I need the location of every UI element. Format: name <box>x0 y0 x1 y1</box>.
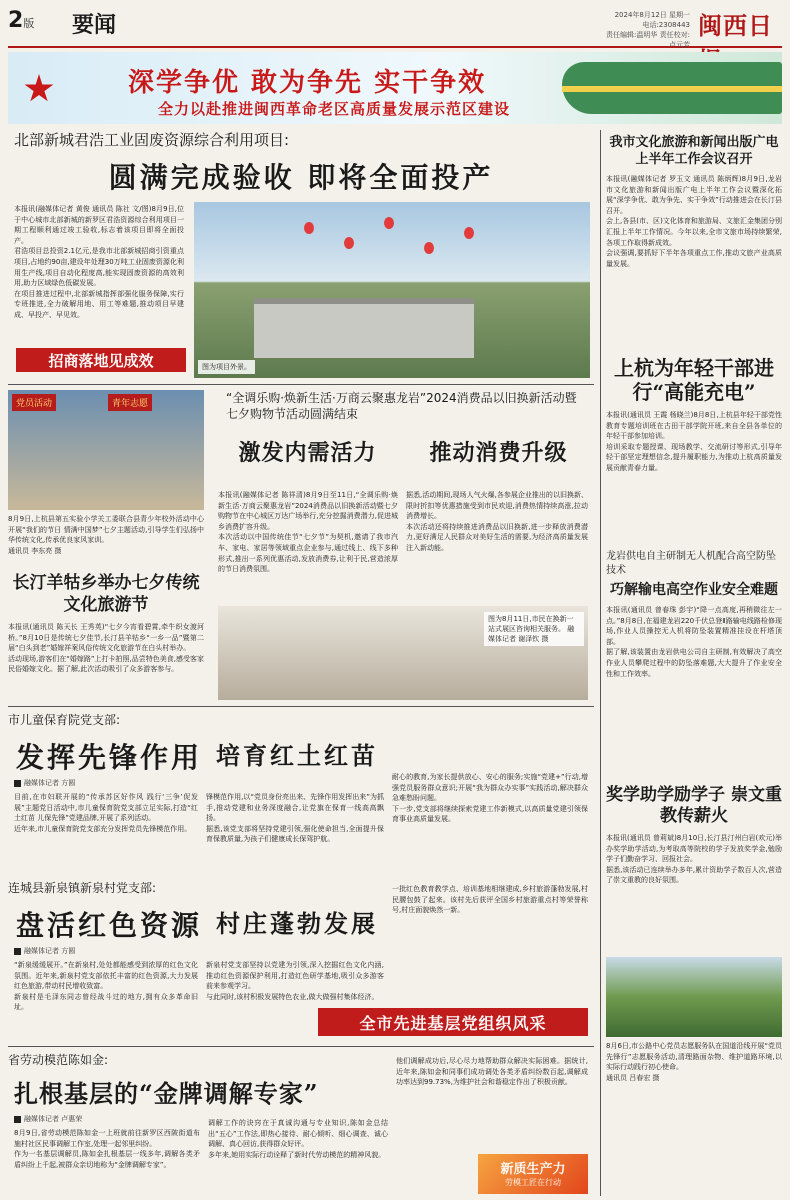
model-tag <box>478 1154 588 1194</box>
masthead-logo: 闽西日 <box>698 11 773 40</box>
train-stripe <box>562 86 782 92</box>
model-body-3: 他们调解成功后,尽心尽力地帮助群众解决实际困难。据统计,近年来,陈如金和同事们成功调处各类矛盾纠纷数百起,调解成功率达到99.73%,为维护社会和谐稳定作出了积极贡献。 <box>396 1057 588 1087</box>
phone-number: 电话:2308443 <box>642 21 690 29</box>
right-body-1: 本报讯(融媒体记者 罗玉文 通讯员 陈炳辉)8月9日,龙岩市文化旅游和新闻出版广电上半年工作会议暨深化拓展“深学争优、敢为争先、实干争效”行动推进会在长汀县召开。 会上,各县(市、区)文化体育和旅游局、文旅汇金集团分别汇报上半年工作情况。今年以来,全市文旅市场持续繁荣,各项工作取得新成效。 会议强调,要抓好下半年各项重点工作,推动文旅产业高质量发展。 <box>606 175 782 268</box>
consumption-body-2: 据悉,活动期间,现场人气火爆,各参展企业推出的以旧换新、限时折扣等优惠措施受到市民欢迎,消费热情持续高涨,拉动消费增长。 本次活动还将持续推进消费品以旧换新,进一步释放消费潜力,更好满足人民群众对美好生活的需要,为经济高质量发展注入新动能。 <box>406 491 588 552</box>
classroom-photo <box>8 390 204 510</box>
party-body-1a: 目前,在市妇联开展的“传承苏区好作风 践行‘三争’促发展”主题党日活动中,市儿童保育院党支部立足实际,打造“红土红苗 儿保先锋”党建品牌,开展了系列活动。 近年来,市儿童保育院党支部充分发挥党员先锋模范作用。 <box>14 793 198 833</box>
party-story-2 <box>8 880 594 1040</box>
party-kicker-1: 市儿童保育院党支部: <box>8 713 121 727</box>
divider <box>8 384 594 385</box>
editor-credits: 责任编辑:温明华 责任校对:卢元芳 <box>606 31 690 49</box>
lead-photo-caption: 图为项目外景。 <box>198 360 255 374</box>
consumption-story <box>212 390 594 700</box>
consumption-headline <box>212 436 594 467</box>
square-icon <box>14 1116 21 1123</box>
issue-date: 2024年8月12日 星期一 <box>614 11 690 19</box>
party-headline-2a: 盘活红色资源 <box>15 909 202 942</box>
right-photo-caption: 8月6日,市公路中心党员志愿服务队在国道沿线开展“党员先锋行”志愿服务活动,清理路面杂物、维护道路环境,以实际行动践行初心使命。 通讯员 吕春宏 摄 <box>606 1042 782 1082</box>
star-icon <box>24 74 54 104</box>
party-body-2a: “新泉缓缓展开。”在新泉村,处处都能感受到浓厚的红色文化氛围。近年来,新泉村党支部依托丰富的红色资源,大力发展红色旅游,带动村民增收致富。 新泉村是毛泽东同志曾经战斗过的地方,拥有众多革命旧址。 <box>14 961 198 1012</box>
consumption-headline-2: 推动消费升级 <box>429 440 568 466</box>
consumption-headline-1: 激发内需活力 <box>238 440 377 466</box>
model-tag-main: 新质生产力 <box>500 1162 566 1177</box>
party-byline-2 <box>14 946 75 956</box>
right-body-4: 本报讯(通讯员 曾莉斌)8月10日,长汀县汀州白岩(欢元)举办奖学助学活动,为考取高等院校的学子发放奖学金,勉励学子们勤奋学习、回报社会。 据悉,该活动已连续举办多年,累计资助学子数百人次,营造了崇文重教的良好氛围。 <box>606 834 782 885</box>
page-number <box>8 8 34 33</box>
left-column-stories <box>8 390 204 700</box>
factory-building <box>254 298 474 358</box>
right-headline-2: 上杭为年轻干部进行“高能充电” <box>614 356 774 404</box>
right-column <box>606 130 782 1196</box>
balloon-icon <box>464 227 474 239</box>
party-byline-1 <box>14 778 75 788</box>
square-icon <box>14 780 21 787</box>
party-body-1b: 锋模范作用,以“党员身份亮出来、先锋作用发挥出来”为抓手,推动党建和业务深度融合,让党旗在保育一线高高飘扬。 据悉,该党支部将坚持党建引领,强化使命担当,全面提升保育保教质量,为孩子们健康成长保驾护航。 <box>206 793 384 844</box>
hero-banner <box>8 52 782 124</box>
model-body-1: 8月9日,省劳动模范陈如金一上班就前往新罗区西陂街道布施村社区民事调解工作室,处理一起邻里纠纷。 作为一名基层调解员,陈如金扎根基层一线多年,调解各类矛盾纠纷上千起,被群众亲切地称为“金牌调解专家”。 <box>14 1129 200 1169</box>
section-title: 要闻 <box>72 13 117 38</box>
model-headline: 扎根基层的“金牌调解专家” <box>14 1079 319 1108</box>
party-story-1 <box>8 712 594 876</box>
right-headline-4: 奖学助学励学子 崇文重教传薪火 <box>606 785 782 826</box>
consumption-photo-caption: 图为8月11日,市民在换新一站式展区咨询相关服务。 融媒体记者 谢泽钦 摄 <box>484 612 584 646</box>
balloon-icon <box>304 222 314 234</box>
lead-headline: 圆满完成验收 即将全面投产 <box>108 161 494 194</box>
page-suffix: 版 <box>23 17 35 30</box>
party-byline-2-text: 融媒体记者 方圆 <box>24 947 76 955</box>
divider <box>8 706 594 707</box>
consumption-photo <box>218 606 588 700</box>
party-kicker-2: 连城县新泉镇新泉村党支部: <box>8 881 157 895</box>
header-meta <box>600 10 690 50</box>
hero-slogan: 深学争优 敢为争先 实干争效 <box>128 68 487 98</box>
balloon-icon <box>344 237 354 249</box>
party-headline-1b: 培育红土红苗 <box>216 741 378 770</box>
right-body-2: 本报讯(通讯员 王霞 杨晓兰)8月8日,上杭县年轻干部党性教育专题培训班在古田干部学院开班,来自全县各单位的年轻干部参加培训。 培训采取专题授课、现场教学、交流研讨等形式,引导年轻干部坚定理想信念,提升履职能力,为推动上杭高质量发展贡献青春力量。 <box>606 411 782 472</box>
consumption-kicker: “全调乐购·焕新生活·万商云聚惠龙岩”2024消费品以旧换新活动暨七夕购物节活动圆满结束 <box>226 391 577 421</box>
photo-board-label-1: 党员活动 <box>12 394 56 411</box>
right-photo <box>606 957 782 1037</box>
tingzhou-headline: 长汀羊牯乡举办七夕传统文化旅游节 <box>12 573 200 615</box>
consumption-body-1: 本报讯(融媒体记者 陈祥清)8月9日至11日,“全调乐购·焕新生活·万商云聚惠龙岩”2024消费品以旧换新活动暨七夕购物节在中心城区万达广场举行,充分挖掘消费潜力,促进城乡消费扩容升级。 本次活动以中国传统佳节“七夕节”为契机,邀请了我市汽车、家电、家居等领域重点企业参与,通过线上、线下多种形式,推出一系列优惠活动,发放消费券,让利于民,营造浓厚的节日消费氛围。 <box>218 491 398 574</box>
page-header <box>8 4 782 48</box>
party-byline-1-text: 融媒体记者 方圆 <box>24 779 76 787</box>
model-worker-story <box>8 1052 594 1196</box>
right-headline-1: 我市文化旅游和新闻出版广电上半年工作会议召开 <box>609 135 779 167</box>
photo-board-label-2: 青年志愿 <box>108 394 152 411</box>
model-tag-sub: 劳模工匠在行动 <box>505 1178 561 1187</box>
tingzhou-body: 本报讯(通讯员 陈天长 王秀英)“七夕今宵看碧霄,牵牛织女渡河桥。”8月10日是传统七夕佳节,长汀县羊牯乡“一乡一品”暨第二届“白头到老”婚嫁祥案风俗传统文化旅游节在白头村举办。 活动现场,游客们在“婚嫁路”上打卡拍照,品尝特色美食,感受客家民俗婚嫁文化。据了解,此次活动吸引了众多游客参与。 <box>8 623 204 674</box>
lead-photo <box>194 202 590 378</box>
right-headline-3: 巧解输电高空作业安全难题 <box>610 582 778 598</box>
model-byline-text: 融媒体记者 卢惠荣 <box>24 1115 83 1123</box>
divider <box>8 1046 594 1047</box>
right-kicker-3: 龙岩供电自主研制无人机配合高空防坠技术 <box>606 551 776 576</box>
party-body-1c: 耐心的教育,为家长提供放心、安心的服务;实施“党建+”行动,增强党员服务群众意识;开展“我为群众办实事”实践活动,解决群众急难愁盼问题。 下一步,党支部将继续探索党建工作新模式,以高质量党建引领保育事业高质量发展。 <box>392 773 588 824</box>
hero-subtitle: 全力以赴推进闽西革命老区高质量发展示范区建设 <box>158 100 511 118</box>
lead-body: 本报讯(融媒体记者 黄俊 通讯员 陈社 文/图)8月9日,位于中心城市北部新城的新罗区君浩资源综合利用项目一期工程顺利通过竣工验收,标志着该项目即将全面投产。 君浩项目总投资2.1亿元,是我市北部新城招商引资重点项目,占地约90亩,建设年处理30万吨工业固废资源化利用生产线,项目自动化程度高,能实现固废资源的高效利用,助力区域绿色低碳发展。 在项目推进过程中,北部新城指挥部强化服务保障,实行专班推进,全力破解用地、用工等难题,推动项目早建成、早投产、早见效。 <box>14 205 184 319</box>
model-byline <box>14 1114 82 1124</box>
party-headline-2b: 村庄蓬勃发展 <box>216 909 378 938</box>
right-body-3: 本报讯(通讯员 曾春珠 彭宇)“降一点高度,再稍微往左一点。”8月8日,在福建龙岩220千伏总登Ⅱ路输电线路检修现场,作业人员操控无人机将防坠装置精准挂设在杆塔顶部。 据了解,该装置由龙岩供电公司自主研制,有效解决了高空作业人员攀爬过程中的防坠落难题,大大提升了作业安全性和工作效率。 <box>606 606 782 678</box>
model-body-2: 调解工作的诀窍在于真诚沟通与专业知识,陈如金总结出“五心”工作法,即热心接待、耐心倾听、细心调查、诚心调解、真心回访,获得群众好评。 多年来,她用实际行动诠释了新时代劳动模范的精神风貌。 <box>208 1119 388 1159</box>
balloon-icon <box>424 242 434 254</box>
lead-story <box>8 130 594 380</box>
party-headline-1a: 发挥先锋作用 <box>15 741 202 774</box>
model-kicker: 省劳动模范陈如金: <box>8 1053 109 1067</box>
party-body-2c: 一批红色教育教学点、培训基地相继建成,乡村旅游蓬勃发展,村民腰包鼓了起来。该村先后获评全国乡村旅游重点村等荣誉称号,村庄面貌焕然一新。 <box>392 885 588 915</box>
column-divider <box>600 130 601 1196</box>
party-banner: 全市先进基层党组织风采 <box>318 1008 588 1036</box>
lead-kicker: 北部新城君浩工业固废资源综合利用项目: <box>14 131 290 149</box>
balloon-icon <box>384 217 394 229</box>
classroom-caption: 8月9日,上杭县第五实验小学关工委联合县青少年校外活动中心开展“我们的节日 情满中国梦”七夕主题活动,引导学生们弘扬中华传统文化,传承优良家风家训。 通讯员 李东亮 摄 <box>8 515 204 555</box>
page-number-value: 2 <box>8 8 24 33</box>
square-icon <box>14 948 21 955</box>
party-body-2b: 新泉村党支部坚持以党建为引领,深入挖掘红色文化内涵,推动红色资源保护利用,打造红色研学基地,吸引众多游客前来参观学习。 与此同时,该村积极发展特色农业,做大做强村集体经济。 <box>206 961 384 1001</box>
lead-tag: 招商落地见成效 <box>16 348 186 372</box>
